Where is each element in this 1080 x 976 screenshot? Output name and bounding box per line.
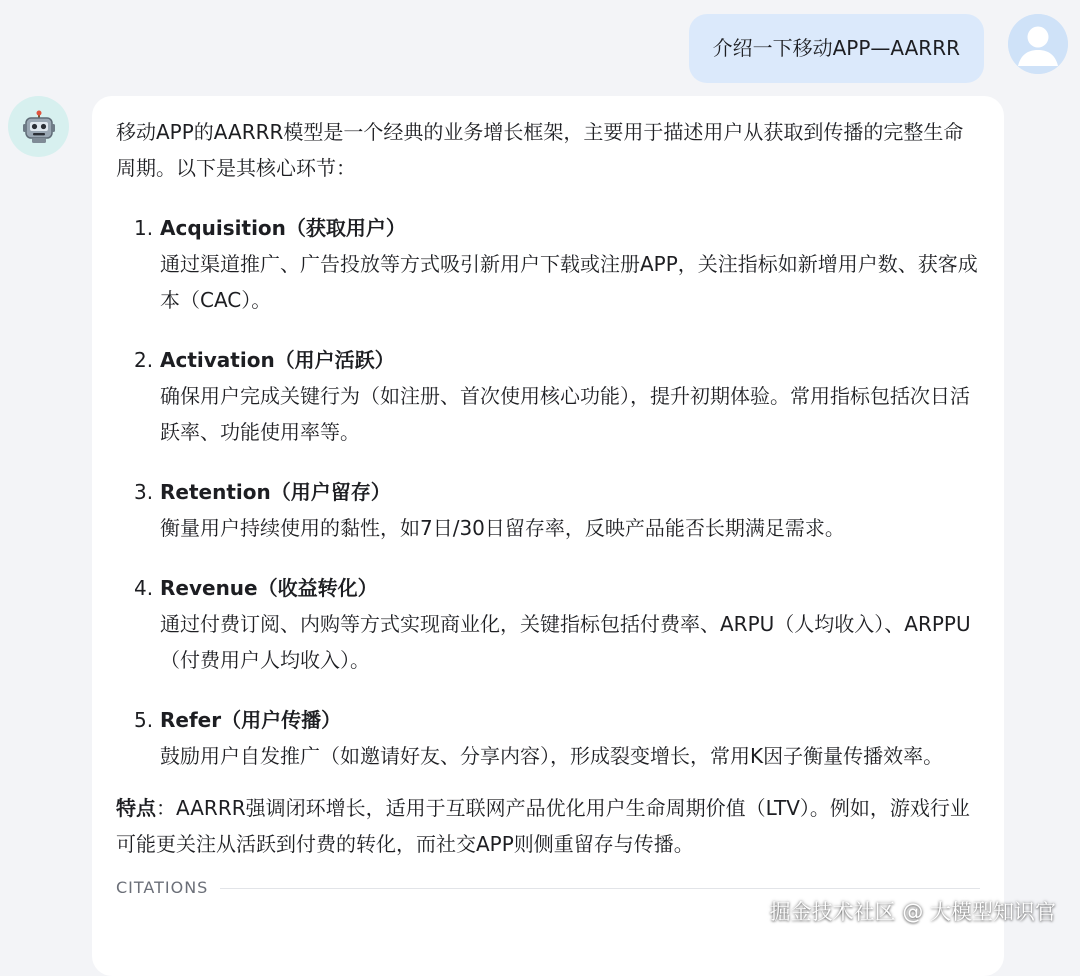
step-description: 通过付费订阅、内购等方式实现商业化，关键指标包括付费率、ARPU（人均收入）、ARPPU（付费用户人均收入）。: [160, 612, 971, 672]
summary-paragraph: [116, 790, 980, 862]
step-item-acquisition: [116, 210, 980, 318]
aarrr-step-list: [116, 210, 980, 774]
step-number: 3.: [134, 480, 154, 504]
step-title: Activation（用户活跃）: [160, 348, 395, 372]
citations-label: CITATIONS: [116, 878, 209, 897]
watermark-text: 掘金技术社区 @ 大模型知识官: [769, 900, 1056, 924]
robot-avatar-icon: [8, 96, 69, 157]
step-number: 1.: [134, 216, 154, 240]
user-avatar-icon[interactable]: [1008, 14, 1068, 74]
step-description: 确保用户完成关键行为（如注册、首次使用核心功能），提升初期体验。常用指标包括次日活跃率、功能使用率等。: [160, 384, 970, 444]
step-item-activation: [116, 342, 980, 450]
step-title: Refer（用户传播）: [160, 708, 342, 732]
step-item-revenue: [116, 570, 980, 678]
step-title: Acquisition（获取用户）: [160, 216, 406, 240]
step-title: Revenue（收益转化）: [160, 576, 378, 600]
step-number: 4.: [134, 576, 154, 600]
step-number: 2.: [134, 348, 154, 372]
step-item-retention: [116, 474, 980, 546]
step-item-refer: [116, 702, 980, 774]
summary-label: 特点: [116, 796, 156, 820]
step-description: 通过渠道推广、广告投放等方式吸引新用户下载或注册APP，关注指标如新增用户数、获客成本（CAC）。: [160, 252, 978, 312]
citations-divider: [220, 888, 980, 889]
step-description: 衡量用户持续使用的黏性，如7日/30日留存率，反映产品能否长期满足需求。: [160, 516, 845, 540]
assistant-intro-text: 移动APP的AARRR模型是一个经典的业务增长框架，主要用于描述用户从获取到传播的完整生命周期。以下是其核心环节：: [116, 120, 964, 180]
summary-text: ：AARRR强调闭环增长，适用于互联网产品优化用户生命周期价值（LTV）。例如，游戏行业可能更关注从活跃到付费的转化，而社交APP则侧重留存与传播。: [116, 796, 970, 856]
step-title: Retention（用户留存）: [160, 480, 391, 504]
assistant-message-bubble: [92, 96, 1004, 976]
user-message-bubble: 介绍一下移动APP—AARRR: [689, 14, 984, 83]
step-description: 鼓励用户自发推广（如邀请好友、分享内容），形成裂变增长，常用K因子衡量传播效率。: [160, 744, 944, 768]
robot-icon: [22, 110, 56, 144]
step-number: 5.: [134, 708, 154, 732]
user-message-row: [689, 14, 1068, 83]
